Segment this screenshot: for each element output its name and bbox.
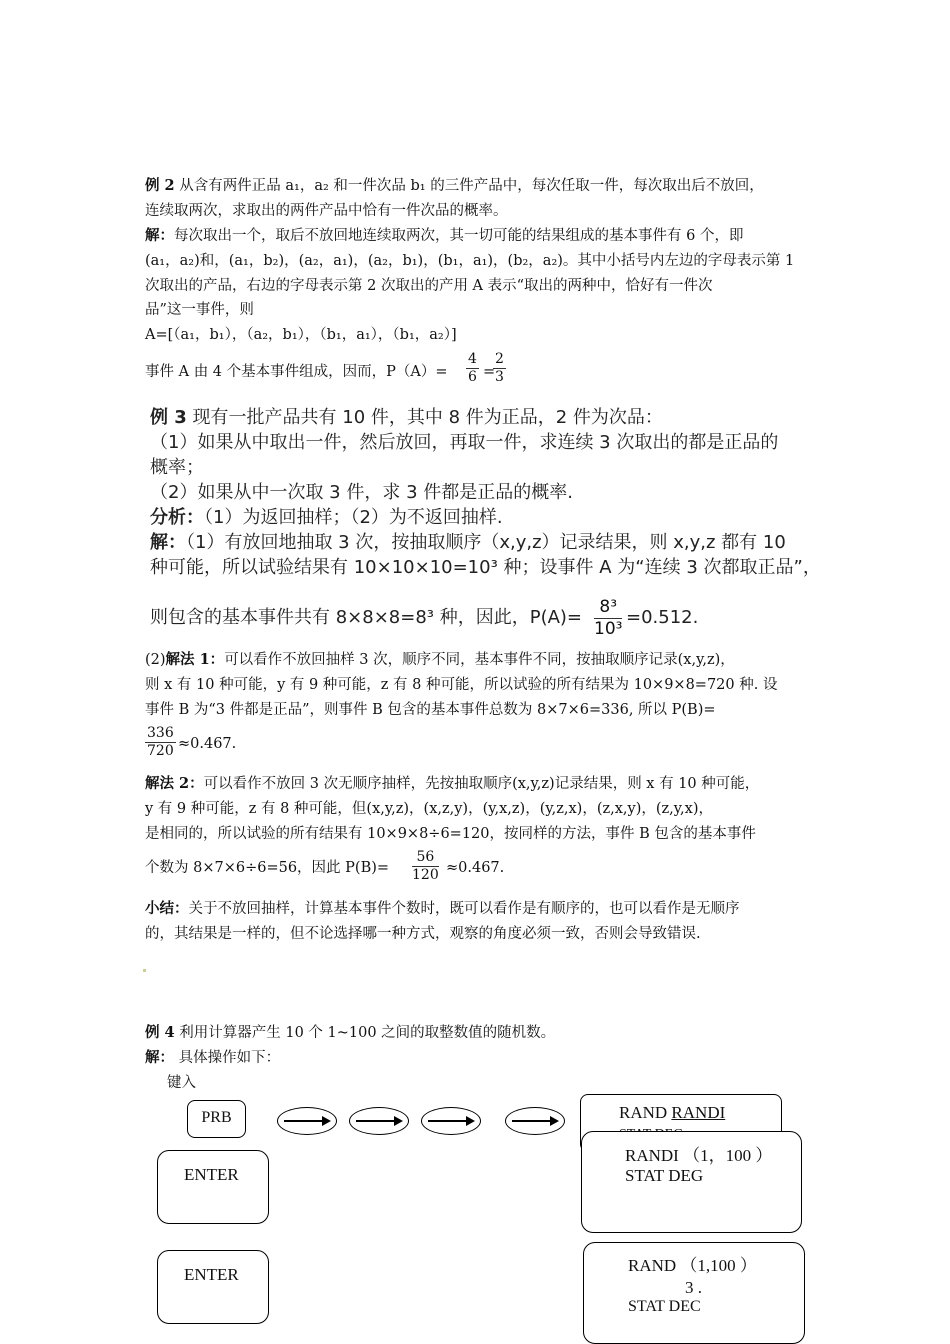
ex3-line-1: 例 3 现有一批产品共有 10 件，其中 8 件为正品，2 件为次品： <box>150 407 663 428</box>
sol1-result: ≈0.467. <box>178 736 237 752</box>
enter-key-label: ENTER <box>184 1165 239 1184</box>
fraction-56-120: $\frac{56}{120}$ <box>412 849 439 883</box>
right-arrow-icon <box>505 1107 565 1135</box>
prb-key[interactable]: PRB <box>187 1100 246 1138</box>
ex3-line-7: 种可能，所以试验结果有 10×10×10=10³ 种；设事件 A 为“连续 3 次都取正品”， <box>150 557 821 578</box>
ex4-line-1: 例 4 利用计算器产生 10 个 1~100 之间的取整数值的随机数。 <box>145 1024 556 1041</box>
enter-key[interactable] <box>157 1150 269 1224</box>
display-2-line-2: STAT DEG <box>625 1166 704 1185</box>
display-3-line-1: RAND （1,100 ） <box>628 1256 757 1275</box>
summary-line-1: 小结：关于不放回抽样，计算基本事件个数时，既可以看作是有顺序的，也可以看作是无顺序 <box>145 900 740 917</box>
ex2-line-4: (a₁，a₂)和，(a₁，b₂)，(a₂，a₁)，(a₂，b₁)，(b₁，a₁)，(b₂，a₂)。其中小括号内左边的字母表示第 1 <box>145 253 795 269</box>
ex3-line-4: （2）如果从中一次取 3 件，求 3 件都是正品的概率. <box>150 482 573 503</box>
display-rand-result <box>583 1242 805 1344</box>
display-randi-range <box>581 1131 802 1233</box>
stray-dot <box>143 969 146 972</box>
summary-line-2: 的，其结果是一样的，但不论选择哪一种方式，观察的角度必须一致，否则会导致错误. <box>145 926 701 942</box>
display-3-line-3: STAT DEC <box>628 1298 701 1315</box>
sol2-line-2: y 有 9 种可能，z 有 8 种可能，但(x,y,z)，(x,z,y)，(y,x,z)，(y,z,x)，(z,x,y)，(z,y,x)， <box>145 801 713 817</box>
sol2-line-3: 是相同的，所以试验的所有结果有 10×9×8÷6=120，按同样的方法，事件 B 包含的基本事件 <box>145 826 756 842</box>
ex3-line-3: 概率； <box>150 457 204 478</box>
fraction-4-6: $\frac{4}{6}$ <box>468 351 477 385</box>
sol1-line-1: (2)解法 1：可以看作不放回抽样 3 次，顺序不同，基本事件不同，按抽取顺序记录(x,y,z)， <box>145 651 735 668</box>
sol1-line-3: 事件 B 为“3 件都是正品”，则事件 B 包含的基本事件总数为 8×7×6=336, 所以 P(B)= <box>145 702 716 718</box>
ex2-line-5: 次取出的产品，右边的字母表示第 2 次取出的产用 A 表示“取出的两种中，恰好有一件次 <box>145 278 713 294</box>
sol2-result: ≈0.467. <box>446 860 505 876</box>
display-1-line-1: RAND RANDI <box>619 1103 726 1122</box>
ex2-line-3: 解：每次取出一个，取后不放回地连续取两次，其一切可能的结果组成的基本事件有 6 个，即 <box>145 227 744 244</box>
right-arrow-icon <box>277 1107 337 1135</box>
ex2-line-1: 例 2 从含有两件正品 a₁，a₂ 和一件次品 b₁ 的三件产品中，每次任取一件，每次取出后不放回， <box>145 177 764 194</box>
ex3-line-2: （1）如果从中取出一件，然后放回，再取一件，求连续 3 次取出的都是正品的 <box>150 432 779 453</box>
ex3-result: =0.512. <box>626 607 699 628</box>
fraction-336-720: $\frac{336}{720}$ <box>147 725 174 759</box>
fraction-8cube-10cube: $\frac{\text{8³}}{\text{10³}}$ <box>594 597 623 639</box>
enter-key[interactable] <box>157 1250 269 1324</box>
ex2-line-6: 品”这一事件，则 <box>145 302 254 318</box>
key-in-label: 键入 <box>167 1075 196 1091</box>
sol1-line-2: 则 x 有 10 种可能，y 有 9 种可能，z 有 8 种可能，所以试验的所有结果为 10×9×8=720 种. 设 <box>145 677 778 693</box>
ex4-line-2: 解： 具体操作如下： <box>145 1049 281 1066</box>
ex3-line-8: 则包含的基本事件共有 8×8×8=8³ 种，因此，P(A)= <box>150 607 583 628</box>
ex3-line-6: 解：（1）有放回地抽取 3 次，按抽取顺序（x,y,z）记录结果，则 x,y,z 都有 10 <box>150 532 786 553</box>
ex2-line-7: A=[（a₁，b₁），（a₂，b₁），（b₁，a₁），（b₁，a₂）] <box>145 327 457 343</box>
enter-key-label: ENTER <box>184 1265 239 1284</box>
right-arrow-icon <box>421 1107 481 1135</box>
right-arrow-icon <box>349 1107 409 1135</box>
sol2-line-4: 个数为 8×7×6÷6=56，因此 P(B)= <box>145 860 390 876</box>
sol2-line-1: 解法 2：可以看作不放回 3 次无顺序抽样，先按抽取顺序(x,y,z)记录结果，则 x 有 10 种可能， <box>145 775 760 792</box>
equals-sign: = <box>483 364 496 380</box>
display-2-line-1: RANDI （1，100 ） <box>625 1146 773 1165</box>
ex3-line-5: 分析：（1）为返回抽样；（2）为不返回抽样. <box>150 507 503 528</box>
ex2-line-2: 连续取两次，求取出的两件产品中恰有一件次品的概率。 <box>145 203 508 219</box>
ex2-line-8: 事件 A 由 4 个基本事件组成，因而，P（A）= <box>145 364 448 380</box>
fraction-2-3: $\frac{2}{3}$ <box>495 351 504 385</box>
display-3-line-2: 3 . <box>685 1278 702 1297</box>
